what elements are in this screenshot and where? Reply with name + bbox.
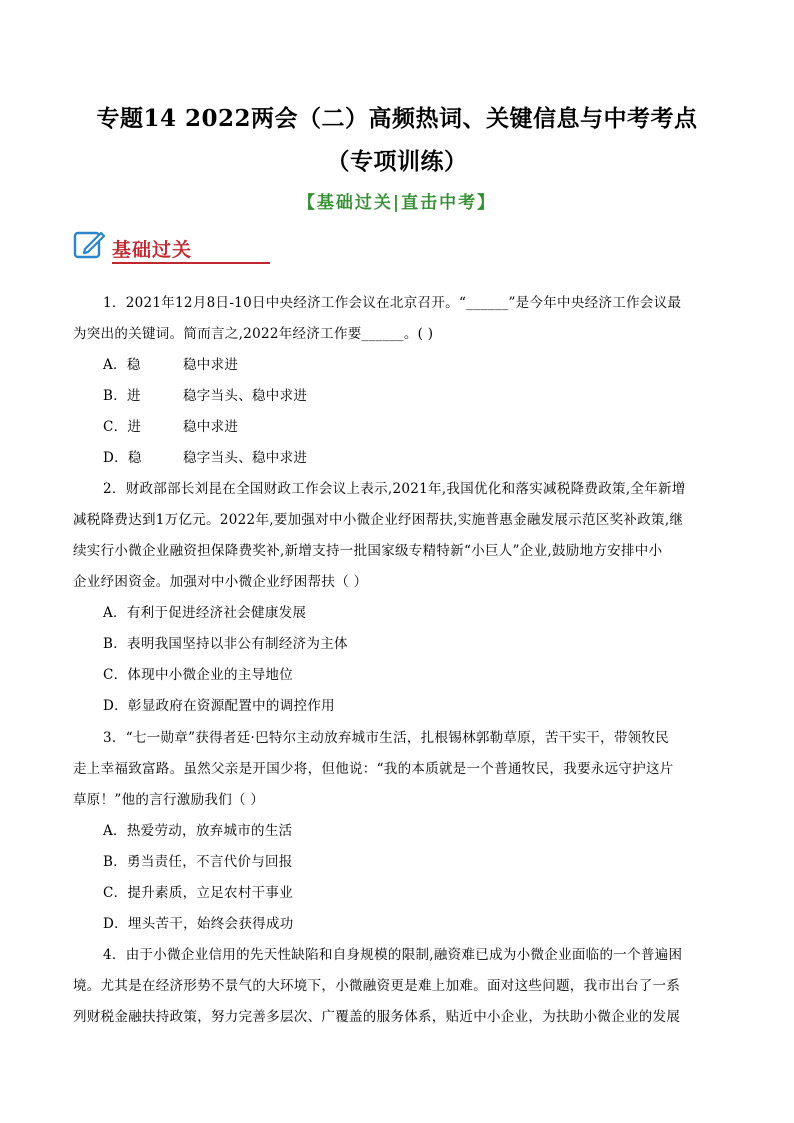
page-title-suffix: （专项训练） bbox=[326, 148, 468, 175]
question-3-line-2: 走上幸福致富路。虽然父亲是开国少将，但他说：“我的本质就是一个普通牧民，我要永远守护这片 bbox=[73, 761, 674, 777]
question-1-option-a[interactable] bbox=[103, 353, 238, 373]
question-2-line-1: 2．财政部部长刘昆在全国财政工作会议上表示,2021年,我国优化和落实减税降费政策,全年新增 bbox=[103, 481, 686, 497]
question-1-option-b[interactable] bbox=[103, 384, 307, 404]
question-2-option-a[interactable]: A．有利于促进经济社会健康发展 bbox=[103, 605, 307, 621]
option-text: 稳中求进 bbox=[183, 419, 239, 435]
edit-icon bbox=[72, 228, 106, 262]
question-3-option-b[interactable]: B．勇当责任，不言代价与回报 bbox=[103, 854, 293, 870]
page-subtitle: 【基础过关|直击中考】 bbox=[297, 193, 497, 213]
option-letter: D．稳 bbox=[103, 450, 142, 466]
question-4-line-1: 4．由于小微企业信用的先天性缺陷和自身规模的限制,融资难已成为小微企业面临的一个普遍困 bbox=[103, 947, 683, 963]
question-1-line-1: 1．2021年12月8日-10日中央经济工作会议在北京召开。“______”是今年中央经济工作会议最 bbox=[103, 295, 682, 311]
question-2-option-c[interactable]: C．体现中小微企业的主导地位 bbox=[103, 667, 294, 683]
option-text: 稳字当头、稳中求进 bbox=[183, 388, 308, 404]
section-label: 基础过关 bbox=[112, 239, 193, 261]
question-3-line-1: 3．“七一勋章”获得者廷·巴特尔主动放弃城市生活，扎根锡林郭勒草原，苦干实干，带领牧民 bbox=[103, 730, 670, 746]
question-3-line-3: 草原！”他的言行激励我们（ ） bbox=[73, 792, 265, 808]
question-2-option-b[interactable]: B．表明我国坚持以非公有制经济为主体 bbox=[103, 636, 348, 652]
option-letter: C．进 bbox=[103, 419, 142, 435]
question-3-option-a[interactable]: A．热爱劳动，放弃城市的生活 bbox=[103, 823, 293, 839]
option-text: 稳字当头、稳中求进 bbox=[183, 450, 308, 466]
question-2-line-4: 企业纾困资金。加强对中小微企业纾困帮扶（ ） bbox=[73, 574, 368, 590]
option-letter: A．稳 bbox=[103, 357, 141, 373]
question-1-line-2: 为突出的关键词。简而言之,2022年经济工作要______。( ) bbox=[73, 326, 434, 342]
question-4-line-2: 境。尤其是在经济形势不景气的大环境下，小微融资更是难上加难。面对这些问题，我市出台了一系 bbox=[73, 978, 681, 994]
page-title: 专题14 2022两会（二）高频热词、关键信息与中考考点 bbox=[96, 105, 698, 132]
question-1-option-d[interactable] bbox=[103, 446, 307, 466]
section-header bbox=[72, 228, 212, 268]
question-1-option-c[interactable] bbox=[103, 415, 238, 435]
question-2-line-2: 减税降费达到1万亿元。2022年,要加强对中小微企业纾困帮扶,实施普惠金融发展示范区奖补政策,继 bbox=[73, 512, 684, 528]
question-3-option-c[interactable]: C．提升素质，立足农村干事业 bbox=[103, 885, 294, 901]
question-4-line-3: 列财税金融扶持政策，努力完善多层次、广覆盖的服务体系，贴近中小企业，为扶助小微企业的发展 bbox=[73, 1009, 681, 1025]
question-3-option-d[interactable]: D．埋头苦干，始终会获得成功 bbox=[103, 916, 294, 932]
option-text: 稳中求进 bbox=[183, 357, 239, 373]
option-letter: B．进 bbox=[103, 388, 141, 404]
question-2-line-3: 续实行小微企业融资担保降费奖补,新增支持一批国家级专精特新“小巨人”企业,鼓励地方安排中小 bbox=[73, 543, 663, 559]
section-underline bbox=[112, 262, 270, 264]
question-2-option-d[interactable]: D．彰显政府在资源配置中的调控作用 bbox=[103, 698, 335, 714]
